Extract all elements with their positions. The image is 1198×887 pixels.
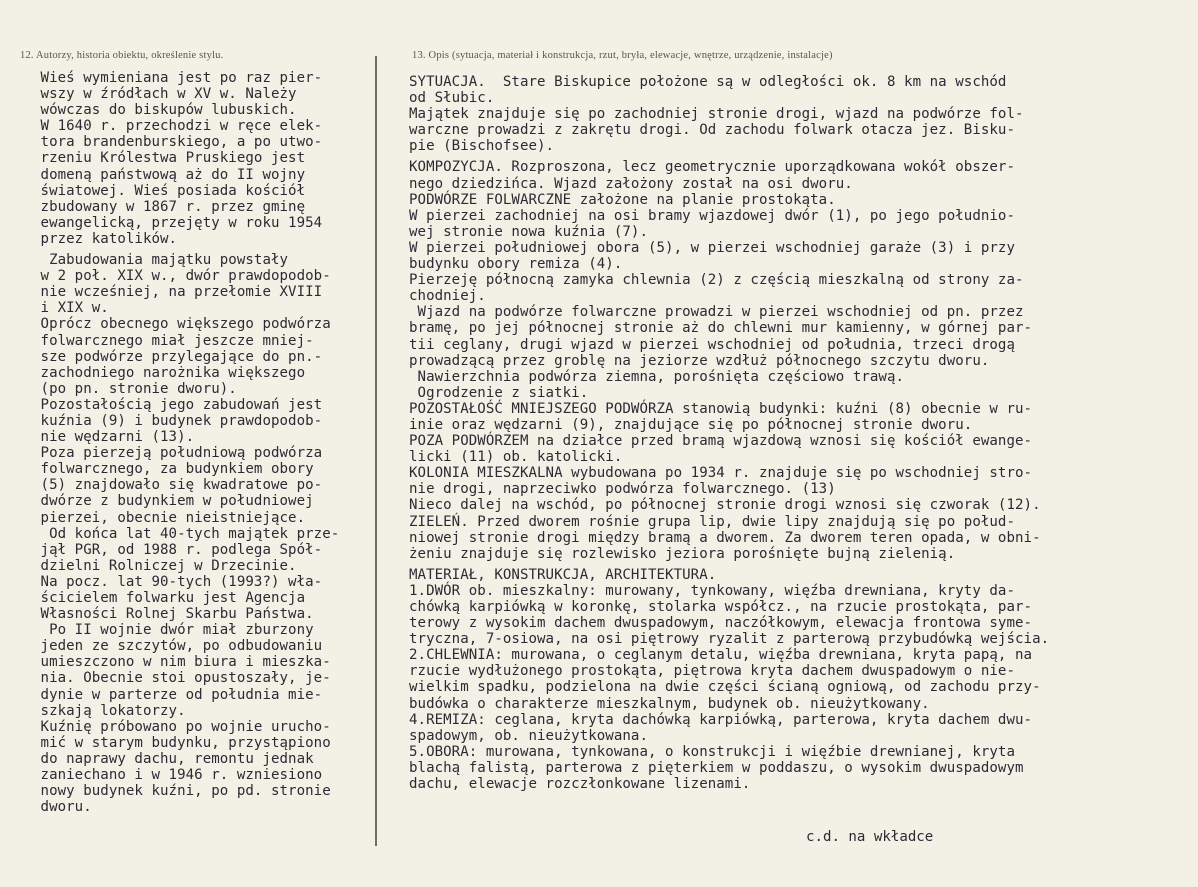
text-line: warczne prowadzi z zakrętu drogi. Od zachodu folwark otacza jez. Bisku- xyxy=(409,122,1015,139)
text-line: (po pn. stronie dworu). xyxy=(32,380,237,397)
text-line: Poza pierzeją południową podwórza xyxy=(32,445,323,462)
text-line: wówczas do biskupów lubuskich. xyxy=(32,102,297,119)
text-line: ZIELEŃ. Przed dworem rośnie grupa lip, dwie lipy znajdują się po połud- xyxy=(409,513,1015,530)
text-line: nego dziedzińca. Wjazd założony został na osi dworu. xyxy=(409,175,853,192)
text-line: ścicielem folwarku jest Agencja xyxy=(32,590,306,606)
text-line: światowej. Wieś posiada kościół xyxy=(32,182,306,199)
text-line: dworu. xyxy=(32,799,92,816)
text-line: dwórze z budynkiem w południowej xyxy=(32,493,314,510)
column-divider xyxy=(375,56,377,846)
text-line: 1.DWÓR ob. mieszkalny: murowany, tynkowany, więźba drewniana, kryty da- xyxy=(409,582,1015,599)
text-line: W pierzei południowej obora (5), w pierzei wschodniej garaże (3) i przy xyxy=(409,239,1015,256)
text-line: W 1640 r. przechodzi w ręce elek- xyxy=(32,118,323,135)
text-line: jeden ze szczytów, po odbudowaniu xyxy=(32,638,323,655)
text-line: zachodniego narożnika większego xyxy=(32,364,306,381)
text-line: PODWÓRZE FOLWARCZNE założone na planie prostokąta. xyxy=(409,191,836,208)
text-line: domeną państwową aż do II wojny xyxy=(32,166,306,183)
text-line: KOLONIA MIESZKALNA wybudowana po 1934 r. znajduje się po wschodniej stro- xyxy=(409,465,1033,482)
text-line: folwarcznego, za budynkiem obory xyxy=(32,461,314,478)
text-line: Po II wojnie dwór miał zburzony xyxy=(32,622,314,639)
text-line: nie wędzarni (13). xyxy=(32,429,195,446)
text-line: W pierzei zachodniej na osi bramy wjazdowej dwór (1), po jego południo- xyxy=(409,207,1015,224)
text-line: MATERIAŁ, KONSTRUKCJA, ARCHITEKTURA. xyxy=(409,566,717,583)
text-line: nie drogi, naprzeciwko podwórza folwarcznego. (13) xyxy=(409,481,836,498)
text-line: KOMPOZYCJA. Rozproszona, lecz geometrycznie uporządkowana wokół obszer- xyxy=(409,159,1015,176)
text-line: mić w starym budynku, przystąpiono xyxy=(32,734,331,751)
text-line: od Słubic. xyxy=(409,90,495,107)
text-line: POZOSTAŁOŚĆ MNIEJSZEGO PODWÓRZA stanowią budynki: kuźni (8) obecnie w ru- xyxy=(409,400,1033,417)
text-line: 2.CHLEWNIA: murowana, o ceglanym detalu, więźba drewniana, kryta papą, na xyxy=(409,647,1033,664)
text-line: tii ceglany, drugi wjazd w pierzei wschodniej od południa, trzeci drogą xyxy=(409,336,1015,353)
text-line: Majątek znajduje się po zachodniej stronie drogi, wjazd na podwórze fol- xyxy=(409,106,1024,123)
text-line: dachu, elewacje rozczłonkowane lizenami. xyxy=(409,776,751,793)
text-line: zaniechano i w 1946 r. wzniesiono xyxy=(32,767,323,784)
text-line: kuźnia (9) i budynek prawdopodob- xyxy=(32,412,323,429)
text-line: budówka o charakterze mieszkalnym, budynek ob. nieużytkowany. xyxy=(409,695,930,712)
text-line: rzucie wydłużonego prostokąta, piętrowa kryta dachem dwuspadowym o nie- xyxy=(409,663,1015,680)
text-line: wej stronie nowa kuźnia (7). xyxy=(409,223,648,240)
text-line: Oprócz obecnego większego podwórza xyxy=(32,316,331,333)
continued-note: c.d. na wkładce xyxy=(806,829,934,845)
text-line: Pozostałością jego zabudowań jest xyxy=(32,396,323,413)
text-line: wielkim spadku, podzielona na dwie części ścianą ogniową, od zachodu przy- xyxy=(409,679,1041,696)
text-line: ewangelicką, przejęty w roku 1954 xyxy=(32,214,323,231)
text-line: sze podwórze przylegające do pn.- xyxy=(32,348,323,365)
text-line: tryczna, 7-osiowa, na osi piętrowy ryzalit z parterową przybudówką wejścia. xyxy=(409,631,1050,648)
text-line: SYTUACJA. Stare Biskupice położone są w odległości ok. 8 km na wschód xyxy=(409,74,1007,90)
text-line: i XIX w. xyxy=(32,300,109,317)
text-line: Od końca lat 40-tych majątek prze- xyxy=(32,525,340,542)
text-line: Własności Rolnej Skarbu Państwa. xyxy=(32,606,314,623)
text-line: (5) znajdowało się kwadratowe po- xyxy=(32,477,323,494)
text-line: przez katolików. xyxy=(32,230,178,247)
right-column-header: 13. Opis (sytuacja, materiał i konstrukcja, rzut, bryła, elewacje, wnętrze, urządzenie, instalacje) xyxy=(412,50,833,61)
text-line: folwarcznego miał jeszcze mniej- xyxy=(32,332,314,349)
text-line: Pierzeję północną zamyka chlewnia (2) z częścią mieszkalną od strony za- xyxy=(409,272,1024,289)
text-line: w 2 poł. XIX w., dwór prawdopodob- xyxy=(32,268,331,285)
text-line: Na pocz. lat 90-tych (1993?) wła- xyxy=(32,573,323,590)
text-line: Nieco dalej na wschód, po północnej stronie drogi wznosi się czworak (12). xyxy=(409,497,1041,514)
text-line: blachą falistą, parterowa z pięterkiem w poddaszu, o wysokim dwuspadowym xyxy=(409,759,1024,776)
text-line: nia. Obecnie stoi opustoszały, je- xyxy=(32,670,331,687)
description-column xyxy=(409,74,1189,792)
text-line: tora brandenburskiego, a po utwo- xyxy=(32,134,323,151)
text-line: rzeniu Królestwa Pruskiego jest xyxy=(32,150,306,167)
text-line: dzielni Rolniczej w Drzecinie. xyxy=(32,557,297,574)
text-line: Wjazd na podwórze folwarczne prowadzi w pierzei wschodniej od pn. przez xyxy=(409,304,1024,321)
text-line: bramę, po jej północnej stronie aż do chlewni mur kamienny, w górnej par- xyxy=(409,320,1033,337)
text-line: do naprawy dachu, remontu jednak xyxy=(32,750,314,767)
text-line: dynie w parterze od południa mie- xyxy=(32,686,323,703)
text-line: umieszczono w nim biura i mieszka- xyxy=(32,654,331,671)
left-column-header: 12. Autorzy, historia obiektu, określenie stylu. xyxy=(20,50,224,61)
text-line: budynku obory remiza (4). xyxy=(409,256,623,273)
text-line: 4.REMIZA: ceglana, kryta dachówką karpiówką, parterowa, kryta dachem dwu- xyxy=(409,711,1033,728)
text-line: Zabudowania majątku powstały xyxy=(32,252,289,269)
text-line: niowej stronie drogi między bramą a dworem. Za dworem teren opada, w obni- xyxy=(409,529,1041,546)
text-line: chodniej. xyxy=(409,288,486,305)
text-line: jął PGR, od 1988 r. podlega Spół- xyxy=(32,541,323,558)
text-line: zbudowany w 1867 r. przez gminę xyxy=(32,198,306,215)
text-line: pierzei, obecnie nieistniejące. xyxy=(32,509,306,526)
text-line: chówką karpiówką w koronkę, stolarka współcz., na rzucie prostokąta, par- xyxy=(409,599,1033,615)
text-line: nie wcześniej, na przełomie XVIII xyxy=(32,284,323,301)
history-column xyxy=(32,70,372,815)
text-line: szkają lokatorzy. xyxy=(32,702,186,719)
text-line: spadowym, ob. nieużytkowana. xyxy=(409,727,648,744)
text-line: pie (Bischofsee). xyxy=(409,138,555,155)
text-line: Nawierzchnia podwórza ziemna, porośnięta częściowo trawą. xyxy=(409,368,905,385)
text-line: terowy z wysokim dachem dwuspadowym, naczółkowym, elewacja frontowa syme- xyxy=(409,615,1033,632)
text-line: żeniu znajduje się rozlewisko jeziora porośnięte bujną zielenią. xyxy=(409,545,956,562)
text-line: wszy w źródłach w XV w. Należy xyxy=(32,86,297,103)
text-line: prowadzącą przez groblę na jeziorze wzdłuż północnego szczytu dworu. xyxy=(409,352,990,369)
text-line: Kuźnię próbowano po wojnie urucho- xyxy=(32,718,331,735)
text-line: 5.OBORA: murowana, tynkowana, o konstrukcji i więźbie drewnianej, kryta xyxy=(409,743,1015,760)
text-line: licki (11) ob. katolicki. xyxy=(409,449,623,466)
text-line: Wieś wymieniana jest po raz pier- xyxy=(32,70,323,86)
text-line: POZA PODWÓRZEM na działce przed bramą wjazdową wznosi się kościół ewange- xyxy=(409,433,1033,450)
text-line: nowy budynek kuźni, po pd. stronie xyxy=(32,783,331,800)
text-line: inie oraz wędzarni (9), znajdujące się po północnej stronie dworu. xyxy=(409,416,973,433)
text-line: Ogrodzenie z siatki. xyxy=(409,384,589,401)
